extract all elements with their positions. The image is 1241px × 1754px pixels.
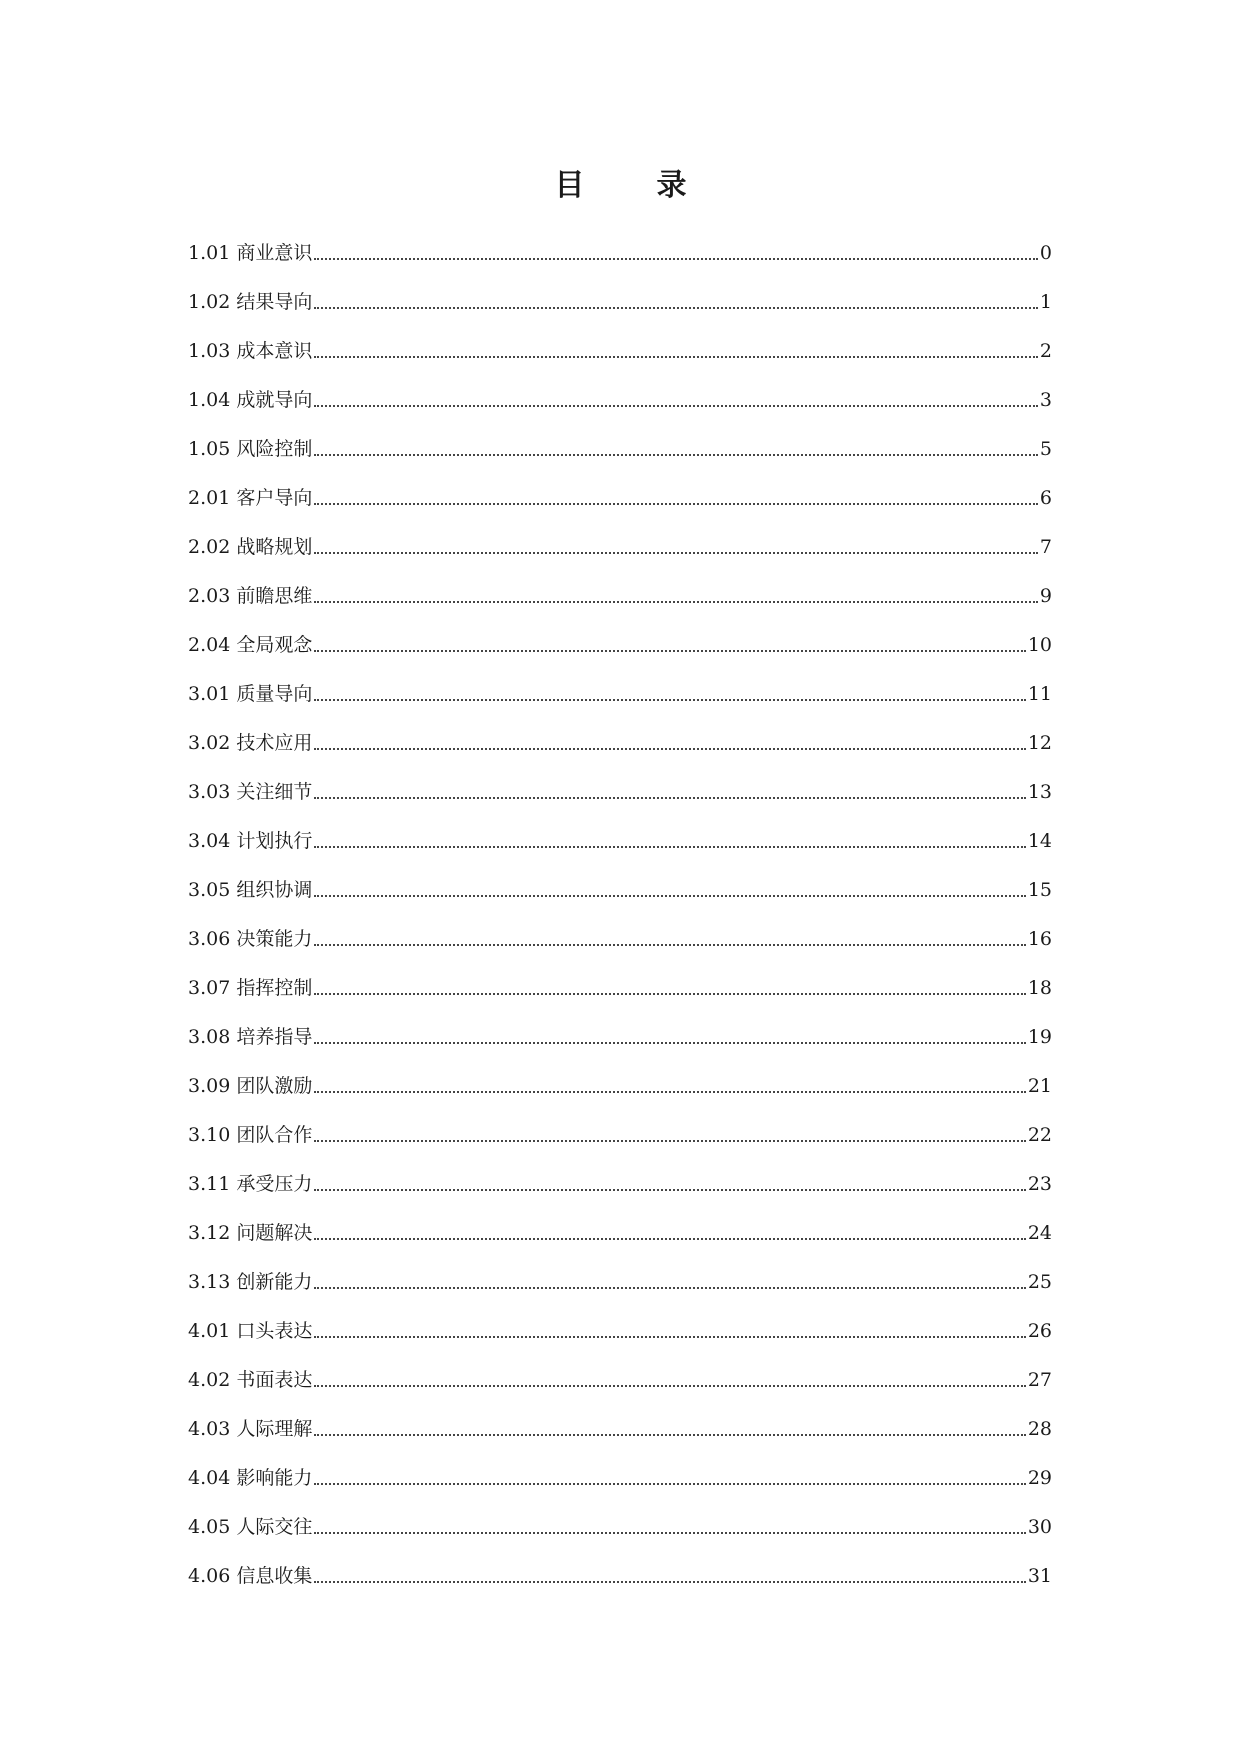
toc-entry-number: 3.04 <box>188 830 231 852</box>
toc-entry-page-number: 9 <box>1039 585 1052 607</box>
toc-entry-label: 成本意识 <box>236 340 313 362</box>
toc-entry-number: 3.11 <box>188 1173 231 1195</box>
toc-entry-label: 承受压力 <box>236 1173 313 1195</box>
toc-entry-page-number: 29 <box>1027 1467 1052 1489</box>
toc-entry[interactable] <box>188 1153 1052 1202</box>
toc-entry-number: 3.01 <box>188 683 231 705</box>
toc-entry-label: 全局观念 <box>236 634 313 656</box>
toc-entry-page-number: 21 <box>1027 1075 1052 1097</box>
toc-entry-page-number: 27 <box>1027 1369 1052 1391</box>
toc-entry-page-number: 6 <box>1039 487 1052 509</box>
toc-entry-number: 1.02 <box>188 291 231 313</box>
toc-entry[interactable] <box>188 222 1052 271</box>
toc-dot-leader <box>314 503 1038 505</box>
toc-entry-page-number: 12 <box>1027 732 1052 754</box>
toc-entry[interactable] <box>188 1300 1052 1349</box>
title-char-1: 目 <box>554 168 585 203</box>
toc-entry[interactable] <box>188 810 1052 859</box>
toc-entry[interactable] <box>188 1447 1052 1496</box>
toc-entry-number: 3.05 <box>188 879 231 901</box>
toc-entry-number: 1.01 <box>188 242 231 264</box>
toc-entry[interactable] <box>188 1055 1052 1104</box>
toc-entry-label: 技术应用 <box>236 732 313 754</box>
toc-dot-leader <box>314 650 1025 652</box>
toc-entry-page-number: 14 <box>1027 830 1052 852</box>
toc-entry-label: 成就导向 <box>236 389 313 411</box>
toc-entry[interactable] <box>188 957 1052 1006</box>
toc-entry-page-number: 2 <box>1039 340 1052 362</box>
toc-entry-label: 计划执行 <box>236 830 313 852</box>
toc-entry-number: 3.12 <box>188 1222 231 1244</box>
toc-entry[interactable] <box>188 859 1052 908</box>
toc-entry[interactable] <box>188 761 1052 810</box>
title-char-2: 录 <box>656 168 687 203</box>
toc-entry-label: 人际理解 <box>236 1418 313 1440</box>
toc-entry-page-number: 24 <box>1027 1222 1052 1244</box>
toc-dot-leader <box>314 1581 1025 1583</box>
toc-entry[interactable] <box>188 908 1052 957</box>
toc-entry[interactable] <box>188 320 1052 369</box>
toc-dot-leader <box>314 699 1025 701</box>
toc-entry-label: 书面表达 <box>236 1369 313 1391</box>
toc-entry-label: 前瞻思维 <box>236 585 313 607</box>
toc-dot-leader <box>314 1238 1025 1240</box>
toc-dot-leader <box>314 1385 1025 1387</box>
toc-entry-number: 4.06 <box>188 1565 231 1587</box>
toc-entry-page-number: 22 <box>1027 1124 1052 1146</box>
toc-dot-leader <box>314 1042 1025 1044</box>
toc-entry[interactable] <box>188 614 1052 663</box>
toc-entry-label: 创新能力 <box>236 1271 313 1293</box>
toc-dot-leader <box>314 405 1038 407</box>
toc-dot-leader <box>314 1532 1025 1534</box>
toc-entry-number: 4.04 <box>188 1467 231 1489</box>
toc-entry-number: 2.03 <box>188 585 231 607</box>
toc-entry[interactable] <box>188 663 1052 712</box>
toc-entry-page-number: 10 <box>1027 634 1052 656</box>
toc-dot-leader <box>314 895 1025 897</box>
toc-dot-leader <box>314 846 1025 848</box>
page-title <box>0 160 1241 204</box>
toc-entry-page-number: 23 <box>1027 1173 1052 1195</box>
toc-entry[interactable] <box>188 1104 1052 1153</box>
toc-entry-number: 4.01 <box>188 1320 231 1342</box>
toc-entry-label: 人际交往 <box>236 1516 313 1538</box>
toc-entry-label: 指挥控制 <box>236 977 313 999</box>
toc-entry-number: 2.04 <box>188 634 231 656</box>
toc-entry[interactable] <box>188 516 1052 565</box>
toc-entry[interactable] <box>188 1202 1052 1251</box>
toc-entry-label: 结果导向 <box>236 291 313 313</box>
toc-entry[interactable] <box>188 369 1052 418</box>
toc-entry-label: 团队合作 <box>236 1124 313 1146</box>
toc-entry-number: 3.07 <box>188 977 231 999</box>
toc-dot-leader <box>314 601 1038 603</box>
toc-entry[interactable] <box>188 1545 1052 1594</box>
toc-entry-number: 3.02 <box>188 732 231 754</box>
toc-entry-page-number: 19 <box>1027 1026 1052 1048</box>
toc-entry-page-number: 25 <box>1027 1271 1052 1293</box>
toc-entry[interactable] <box>188 1251 1052 1300</box>
toc-entry-label: 客户导向 <box>236 487 313 509</box>
toc-entry-label: 信息收集 <box>236 1565 313 1587</box>
toc-dot-leader <box>314 307 1038 309</box>
toc-dot-leader <box>314 1434 1025 1436</box>
toc-entry-number: 4.05 <box>188 1516 231 1538</box>
toc-entry-page-number: 28 <box>1027 1418 1052 1440</box>
toc-entry-number: 1.04 <box>188 389 231 411</box>
toc-entry-label: 商业意识 <box>236 242 313 264</box>
toc-dot-leader <box>314 454 1038 456</box>
toc-entry-label: 质量导向 <box>236 683 313 705</box>
toc-entry-page-number: 3 <box>1039 389 1052 411</box>
toc-entry-number: 4.02 <box>188 1369 231 1391</box>
toc-entry-page-number: 16 <box>1027 928 1052 950</box>
toc-entry[interactable] <box>188 418 1052 467</box>
toc-entry-page-number: 11 <box>1027 683 1052 705</box>
toc-dot-leader <box>314 1140 1025 1142</box>
toc-entry-number: 3.08 <box>188 1026 231 1048</box>
toc-entry-label: 战略规划 <box>236 536 313 558</box>
toc-entry-page-number: 31 <box>1027 1565 1052 1587</box>
toc-entry-label: 问题解决 <box>236 1222 313 1244</box>
toc-entry-label: 团队激励 <box>236 1075 313 1097</box>
toc-entry-page-number: 13 <box>1027 781 1052 803</box>
toc-entry[interactable] <box>188 712 1052 761</box>
toc-dot-leader <box>314 944 1025 946</box>
toc-entry-number: 3.10 <box>188 1124 231 1146</box>
toc-dot-leader <box>314 748 1025 750</box>
toc-entry-label: 关注细节 <box>236 781 313 803</box>
toc-entry[interactable] <box>188 1349 1052 1398</box>
toc-entry[interactable] <box>188 565 1052 614</box>
toc-entry-page-number: 26 <box>1027 1320 1052 1342</box>
toc-entry-number: 2.02 <box>188 536 231 558</box>
toc-entry-number: 3.09 <box>188 1075 231 1097</box>
toc-dot-leader <box>314 552 1038 554</box>
toc-dot-leader <box>314 1091 1025 1093</box>
toc-entry-label: 影响能力 <box>236 1467 313 1489</box>
toc-entry-label: 口头表达 <box>236 1320 313 1342</box>
toc-entry[interactable] <box>188 1398 1052 1447</box>
toc-dot-leader <box>314 1287 1025 1289</box>
toc-entry[interactable] <box>188 467 1052 516</box>
toc-entry-label: 风险控制 <box>236 438 313 460</box>
toc-dot-leader <box>314 1189 1025 1191</box>
toc-dot-leader <box>314 993 1025 995</box>
toc-entry-number: 3.03 <box>188 781 231 803</box>
toc-entry-page-number: 30 <box>1027 1516 1052 1538</box>
table-of-contents <box>188 222 1052 1594</box>
toc-dot-leader <box>314 258 1038 260</box>
toc-entry-label: 培养指导 <box>236 1026 313 1048</box>
toc-entry-label: 组织协调 <box>236 879 313 901</box>
toc-dot-leader <box>314 1483 1025 1485</box>
toc-entry-label: 决策能力 <box>236 928 313 950</box>
toc-dot-leader <box>314 1336 1025 1338</box>
toc-dot-leader <box>314 356 1038 358</box>
toc-dot-leader <box>314 797 1025 799</box>
toc-entry[interactable] <box>188 1006 1052 1055</box>
toc-entry-page-number: 18 <box>1027 977 1052 999</box>
toc-entry-number: 4.03 <box>188 1418 231 1440</box>
toc-entry-page-number: 5 <box>1039 438 1052 460</box>
toc-entry-number: 1.05 <box>188 438 231 460</box>
toc-entry-number: 2.01 <box>188 487 231 509</box>
toc-entry[interactable] <box>188 271 1052 320</box>
toc-entry-page-number: 7 <box>1039 536 1052 558</box>
toc-entry-number: 1.03 <box>188 340 231 362</box>
toc-entry-page-number: 15 <box>1027 879 1052 901</box>
toc-entry-number: 3.06 <box>188 928 231 950</box>
toc-entry-page-number: 0 <box>1039 242 1052 264</box>
toc-entry-page-number: 1 <box>1039 291 1052 313</box>
toc-entry[interactable] <box>188 1496 1052 1545</box>
toc-entry-number: 3.13 <box>188 1271 231 1293</box>
